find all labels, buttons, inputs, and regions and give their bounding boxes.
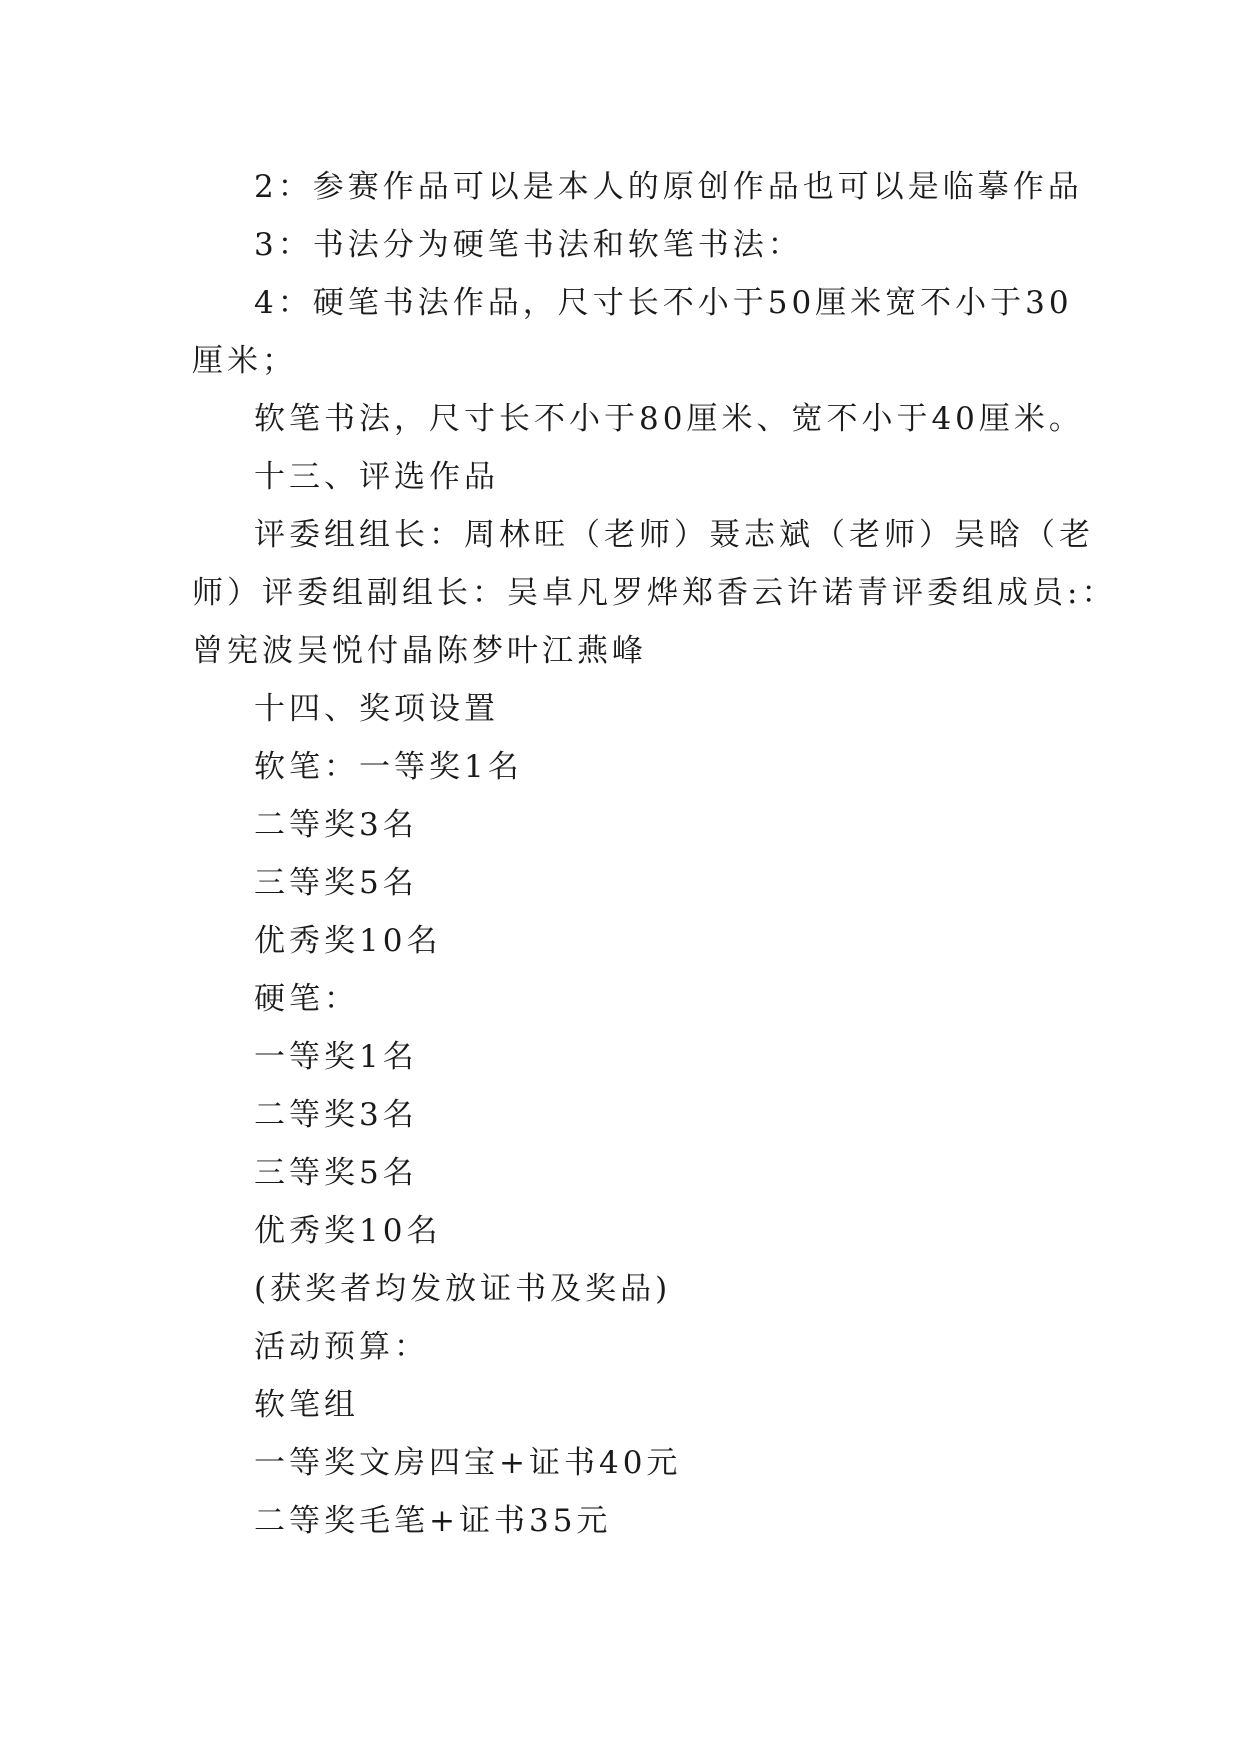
section-heading-selection: 十三、评选作品 (254, 459, 499, 495)
soft-pen-size-rule: 软笔书法，尺寸长不小于80厘米、宽不小于40厘米。 (254, 401, 1084, 437)
soft-pen-third-prize: 三等奖5名 (254, 865, 418, 901)
rule-item-2: 2：参赛作品可以是本人的原创作品也可以是临摹作品 (254, 169, 1083, 205)
budget-first-prize: 一等奖文房四宝+证书40元 (254, 1445, 682, 1481)
hard-pen-label: 硬笔： (254, 981, 359, 1017)
judges-paragraph-line-3: 曾宪波吴悦付晶陈梦叶江燕峰 (192, 633, 647, 669)
hard-pen-third-prize: 三等奖5名 (254, 1155, 418, 1191)
rule-item-4-continued: 厘米； (192, 343, 297, 379)
rule-item-3: 3：书法分为硬笔书法和软笔书法： (254, 227, 803, 263)
soft-pen-merit-prize: 优秀奖10名 (254, 923, 442, 959)
hard-pen-merit-prize: 优秀奖10名 (254, 1213, 442, 1249)
soft-pen-first-prize: 软笔：一等奖1名 (254, 749, 523, 785)
budget-second-prize: 二等奖毛笔+证书35元 (254, 1503, 612, 1539)
rule-item-4: 4：硬笔书法作品，尺寸长不小于50厘米宽不小于30 (254, 285, 1073, 321)
document-body (192, 158, 1117, 1550)
section-heading-awards: 十四、奖项设置 (254, 691, 499, 727)
judges-paragraph-line-2: 师）评委组副组长：吴卓凡罗烨郑香云许诺青评委组成员:： (192, 575, 1117, 611)
soft-pen-second-prize: 二等奖3名 (254, 807, 418, 843)
judges-paragraph-line-1: 评委组组长：周林旺（老师）聂志斌（老师）吴晗（老 (254, 517, 1094, 553)
hard-pen-second-prize: 二等奖3名 (254, 1097, 418, 1133)
budget-heading: 活动预算： (254, 1329, 429, 1365)
award-note: (获奖者均发放证书及奖品) (254, 1271, 672, 1307)
hard-pen-first-prize: 一等奖1名 (254, 1039, 418, 1075)
budget-soft-pen-group: 软笔组 (254, 1387, 359, 1423)
